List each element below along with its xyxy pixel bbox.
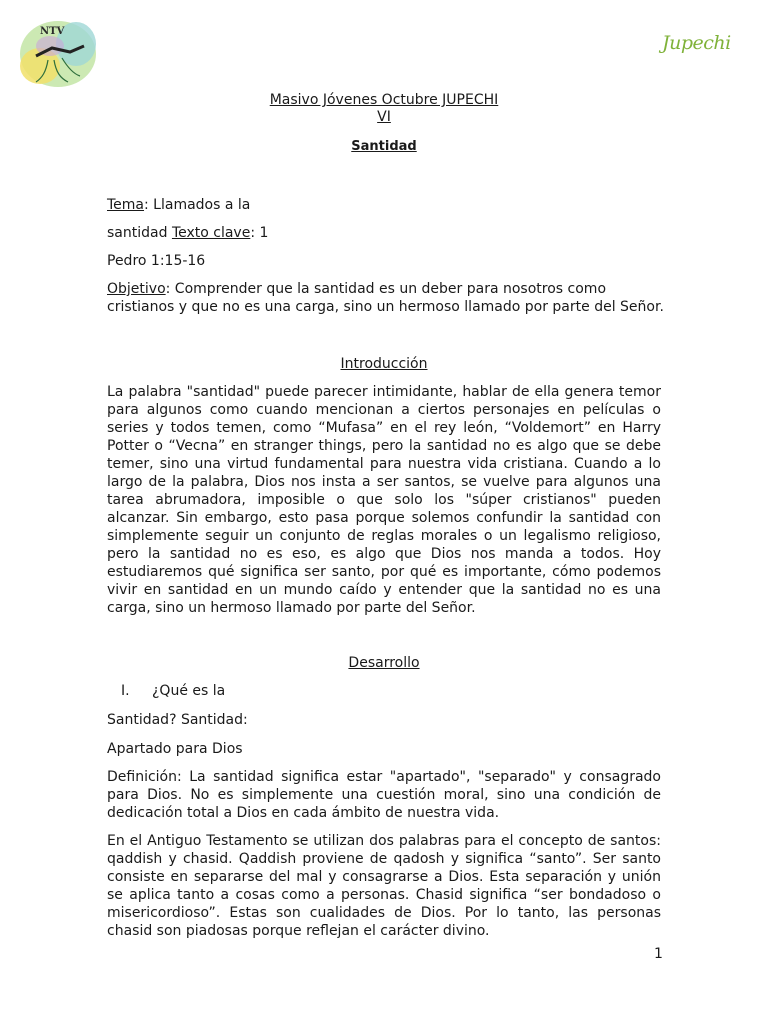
texto-clave-line (107, 224, 268, 242)
texto-clave-value: : 1 (250, 225, 269, 241)
list-item-text: ¿Qué es la (152, 683, 226, 699)
jupechi-logo (662, 32, 750, 60)
objetivo-line2: cristianos y que no es una carga, sino un hermoso llamado por parte del Señor. (107, 299, 664, 315)
objetivo-value: : Comprender que la santidad es un deber para nosotros como (165, 281, 607, 297)
antiguo-testamento-paragraph: En el Antiguo Testamento se utilizan dos palabras para el concepto de santos: qaddish y chasid. Qaddish proviene de qadosh y significa “santo”. Ser santo consiste en separarse del mal y consagrarse a Dios. Esta separación y unión se aplica tanto a cosas como a personas. Chasid significa “ser bondadoso o misericordioso”. Estas son cualidades de Dios. Por lo tanto, las personas chasid son piadosas porque reflejan el carácter divino. (107, 833, 661, 939)
tema-label: Tema (107, 197, 145, 213)
objetivo-line (107, 280, 606, 298)
list-item-number: I. (121, 683, 130, 699)
santidad-question-line: Santidad? Santidad: (107, 712, 248, 728)
tema-line (107, 196, 250, 214)
page-number: 1 (654, 946, 663, 962)
definicion-paragraph: Definición: La santidad significa estar "apartado", "separado" y consagrado para Dios. No es simplemente una cuestión moral, sino una condición de dedicación total a Dios en cada ámbito de nuestra vida. (107, 769, 661, 821)
tema-value: : Llamados a la (144, 197, 251, 213)
objetivo-label: Objetivo (107, 281, 166, 297)
document-title-line2: VI (377, 109, 391, 125)
ntv-logo (18, 16, 98, 90)
document-title-line1: Masivo Jóvenes Octubre JUPECHI (269, 92, 499, 108)
pedro-reference: Pedro 1:15-16 (107, 253, 206, 269)
texto-clave-label: Texto clave (171, 225, 251, 241)
santidad-prefix: santidad (107, 225, 172, 241)
apartado-line: Apartado para Dios (107, 741, 243, 757)
jupechi-logo-text: Jupechi (662, 32, 731, 54)
document-subtitle: Santidad (351, 139, 417, 154)
ntv-logo-text: NTV (40, 26, 65, 37)
intro-heading: Introducción (340, 356, 428, 372)
intro-paragraph: La palabra "santidad" puede parecer intimidante, hablar de ella genera temor para algunos como cuando mencionan a ciertos personajes en películas o series y todos temen, como “Mufasa” en el rey león, “Voldemort” en Harry Potter o “Vecna” en stranger things, pero la santidad no es algo que se debe temer, sino una virtud fundamental para nuestra vida cristiana. Cuando a lo largo de la palabra, Dios nos insta a ser santos, se vuelve para algunos una tarea abrumadora, imposible o que solo los "súper cristianos" pueden alcanzar. Sin embargo, esto pasa porque solemos confundir la santidad con simplemente seguir un conjunto de reglas morales o un legalismo religioso, pero la santidad no es eso, es algo que Dios nos manda a todos. Hoy estudiaremos qué significa ser santo, por qué es importante, cómo podemos vivir en santidad en un mundo caído y entender que la santidad no es una carga, sino un hermoso llamado por parte del Señor. (107, 384, 661, 616)
development-heading: Desarrollo (348, 655, 420, 671)
